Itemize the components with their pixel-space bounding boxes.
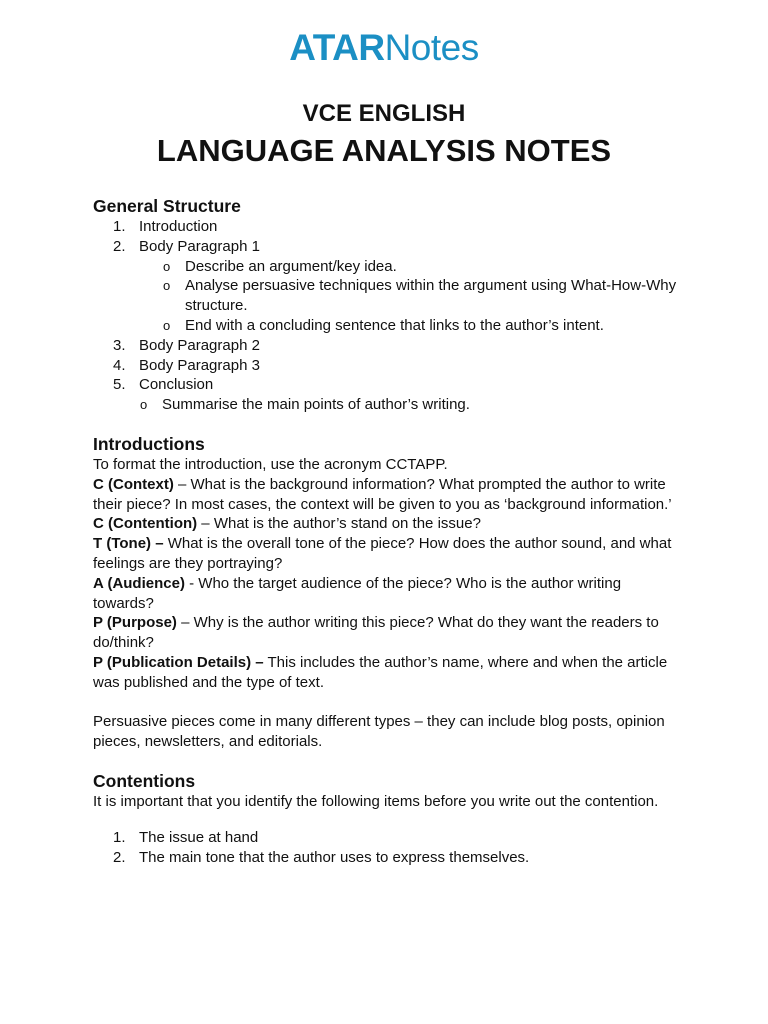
- entry-text: – What is the author’s stand on the issue?: [197, 515, 481, 533]
- entry-text: – Why is the author writing this piece? What do they want the readers to do/think?: [93, 614, 659, 652]
- entry-label: C (Context): [93, 475, 174, 493]
- contentions-section: [93, 770, 678, 867]
- list-item: [93, 848, 678, 868]
- logo-atar: ATAR: [289, 27, 385, 68]
- list-item: [93, 336, 678, 356]
- general-structure-heading: General Structure: [93, 196, 241, 216]
- list-number: 1.: [113, 828, 126, 846]
- contentions-list: [93, 828, 678, 868]
- list-text: The main tone that the author uses to express themselves.: [139, 848, 530, 866]
- cctapp-entry: [93, 613, 678, 653]
- list-text: Conclusion: [139, 376, 214, 394]
- entry-text: What is the overall tone of the piece? How does the author sound, and what feelings are they portraying?: [93, 535, 672, 572]
- list-number: 2.: [113, 848, 126, 866]
- list-item: [93, 828, 678, 848]
- list-number: 2.: [113, 237, 126, 255]
- list-text: Body Paragraph 3: [139, 356, 260, 374]
- structure-list: [93, 217, 678, 257]
- list-item: [93, 276, 678, 316]
- entry-label: P (Purpose): [93, 614, 177, 632]
- list-number: 3.: [113, 336, 126, 354]
- entry-text: - Who the target audience of the piece? Who is the author writing towards?: [93, 574, 622, 612]
- list-item: [93, 237, 678, 257]
- list-text: Body Paragraph 1: [139, 237, 260, 255]
- bullet-icon: o: [140, 397, 148, 413]
- entry-label: P (Publication Details) –: [93, 653, 264, 671]
- general-structure-section: [93, 195, 678, 415]
- cctapp-entry: [93, 653, 678, 693]
- entry-text: This includes the author’s name, where and when the article was published and the type of text.: [93, 653, 668, 691]
- list-item: [93, 375, 678, 395]
- list-text: Body Paragraph 2: [139, 336, 260, 354]
- body-paragraph-1-sublist: [93, 257, 678, 336]
- contentions-heading: Contentions: [93, 770, 196, 791]
- introductions-closing: Persuasive pieces come in many different types – they can include blog posts, opinion pieces, newsletters, and editorials.: [93, 713, 665, 751]
- list-text: Summarise the main points of author’s writing.: [162, 396, 470, 414]
- entry-label: T (Tone) –: [93, 535, 164, 553]
- list-number: 4.: [113, 356, 126, 374]
- entry-label: C (Contention): [93, 515, 198, 533]
- list-text: Analyse persuasive techniques within the argument using What-How-Why structure.: [185, 277, 677, 315]
- list-text: Introduction: [139, 218, 218, 235]
- cctapp-entry: [93, 475, 678, 515]
- bullet-icon: o: [163, 278, 171, 294]
- logo-notes: Notes: [384, 27, 479, 68]
- list-text: End with a concluding sentence that links to the author’s intent.: [185, 316, 604, 334]
- entry-text: – What is the background information? What prompted the author to write their piece? In most cases, the context will be given to you as ‘background information.’: [93, 475, 672, 513]
- cctapp-entry: [93, 534, 678, 574]
- document-body: [93, 195, 678, 867]
- bullet-icon: o: [163, 258, 171, 274]
- list-item: [93, 217, 678, 237]
- introductions-lead: To format the introduction, use the acronym CCTAPP.: [93, 455, 448, 473]
- cctapp-entry: [93, 514, 678, 534]
- entry-label: A (Audience): [93, 574, 185, 592]
- list-number: 5.: [113, 376, 126, 394]
- list-item: [93, 257, 678, 277]
- cctapp-entry: [93, 574, 678, 614]
- document-subtitle: VCE ENGLISH: [302, 100, 466, 127]
- list-number: 1.: [113, 218, 126, 235]
- list-text: The issue at hand: [139, 828, 259, 846]
- list-item: [93, 316, 678, 336]
- list-text: Describe an argument/key idea.: [185, 257, 397, 275]
- conclusion-sublist: [93, 395, 678, 415]
- atarnotes-logo: [0, 28, 768, 68]
- contentions-lead: It is important that you identify the following items before you write out the contention.: [93, 792, 659, 810]
- introductions-heading: Introductions: [93, 433, 205, 454]
- list-item: [93, 356, 678, 376]
- structure-list-continued: [93, 336, 678, 395]
- document-title: LANGUAGE ANALYSIS NOTES: [156, 133, 612, 168]
- list-item: [93, 395, 678, 415]
- introductions-section: [93, 433, 678, 752]
- bullet-icon: o: [163, 317, 171, 333]
